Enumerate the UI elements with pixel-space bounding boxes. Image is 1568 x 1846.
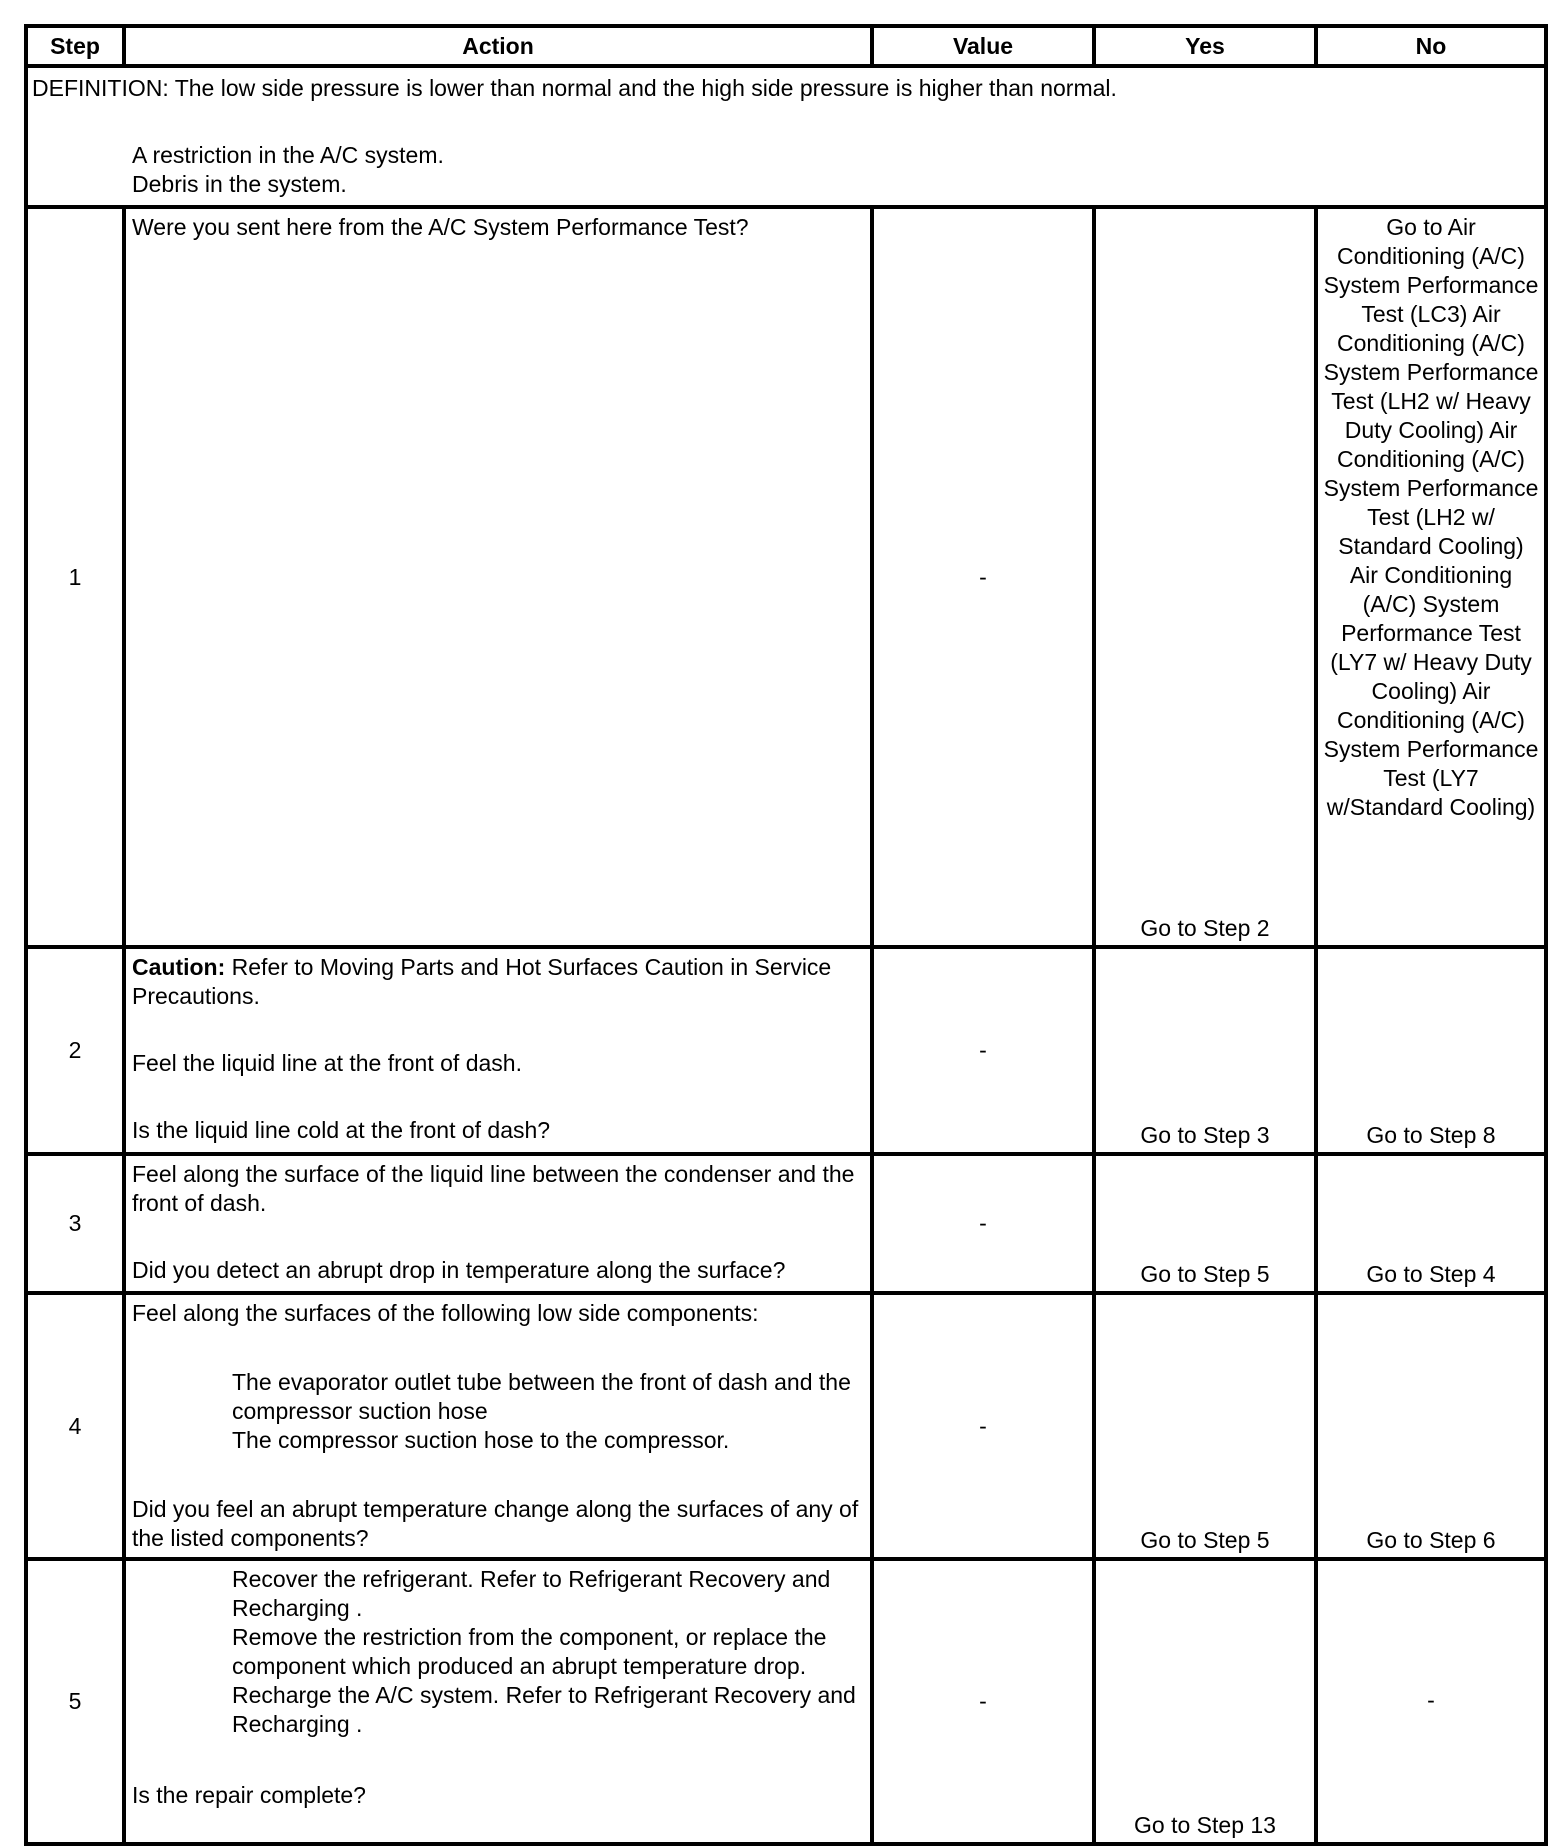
- step-number: 4: [26, 1293, 124, 1559]
- yes-cell: Go to Step 3: [1094, 947, 1316, 1154]
- repair-item: Recharge the A/C system. Refer to Refrigerant Recovery and Recharging .: [232, 1682, 856, 1737]
- definition-cause-2: Debris in the system.: [132, 171, 347, 197]
- header-value: Value: [872, 26, 1094, 66]
- yes-cell: Go to Step 5: [1094, 1154, 1316, 1293]
- action-instruction: Feel along the surfaces of the following low side components:: [132, 1300, 759, 1326]
- step-number: 2: [26, 947, 124, 1154]
- action-cell: [124, 1293, 872, 1559]
- header-no: No: [1316, 26, 1546, 66]
- action-question: Did you detect an abrupt drop in temperature along the surface?: [132, 1257, 786, 1283]
- value-cell: -: [872, 1293, 1094, 1559]
- yes-cell: Go to Step 5: [1094, 1293, 1316, 1559]
- table-row: [26, 1559, 1546, 1844]
- action-question: Is the repair complete?: [132, 1782, 366, 1808]
- no-cell: Go to Step 8: [1316, 947, 1546, 1154]
- action-instruction: Feel along the surface of the liquid line between the condenser and the front of dash.: [132, 1161, 855, 1216]
- table-row: [26, 207, 1546, 947]
- definition-row: [26, 66, 1546, 207]
- value-cell: -: [872, 1154, 1094, 1293]
- step-number: 5: [26, 1559, 124, 1844]
- table-row: [26, 1154, 1546, 1293]
- no-cell: Go to Air Conditioning (A/C) System Performance Test (LC3) Air Conditioning (A/C) System Performance Test (LH2 w/ Heavy Duty Cooling) Air Conditioning (A/C) System Performance Test (LH2 w/ Standard Cooling) Air Conditioning (A/C) System Performance Test (LY7 w/ Heavy Duty Cooling) Air Conditioning (A/C) System Performance Test (LY7 w/Standard Cooling): [1316, 207, 1546, 947]
- table-row: [26, 947, 1546, 1154]
- repair-item: Remove the restriction from the component, or replace the component which produced an abrupt temperature drop.: [232, 1624, 827, 1679]
- diagnostic-table: [24, 24, 1548, 1846]
- step-number: 3: [26, 1154, 124, 1293]
- diagnostic-table-page: [24, 24, 1548, 1846]
- value-cell: -: [872, 947, 1094, 1154]
- component-item: The compressor suction hose to the compressor.: [232, 1427, 730, 1453]
- action-question: Were you sent here from the A/C System Performance Test?: [132, 214, 749, 240]
- header-action: Action: [124, 26, 872, 66]
- table-row: [26, 1293, 1546, 1559]
- header-yes: Yes: [1094, 26, 1316, 66]
- action-cell: [124, 947, 872, 1154]
- definition-cell: [26, 66, 1546, 207]
- definition-cause-1: A restriction in the A/C system.: [132, 142, 444, 168]
- action-cell: [124, 207, 872, 947]
- action-question: Is the liquid line cold at the front of dash?: [132, 1117, 551, 1143]
- caution-text: Refer to Moving Parts and Hot Surfaces Caution in Service Precautions.: [132, 954, 832, 1009]
- definition-text: DEFINITION: The low side pressure is lower than normal and the high side pressure is higher than normal.: [32, 75, 1117, 101]
- yes-cell: Go to Step 13: [1094, 1559, 1316, 1844]
- yes-cell: Go to Step 2: [1094, 207, 1316, 947]
- no-cell: -: [1316, 1559, 1546, 1844]
- no-cell: Go to Step 6: [1316, 1293, 1546, 1559]
- header-step: Step: [26, 26, 124, 66]
- component-item: The evaporator outlet tube between the front of dash and the compressor suction hose: [232, 1369, 851, 1424]
- value-cell: -: [872, 1559, 1094, 1844]
- no-cell: Go to Step 4: [1316, 1154, 1546, 1293]
- value-cell: -: [872, 207, 1094, 947]
- step-number: 1: [26, 207, 124, 947]
- caution-label: Caution:: [132, 954, 226, 980]
- action-question: Did you feel an abrupt temperature change along the surfaces of any of the listed components?: [132, 1496, 859, 1551]
- action-cell: [124, 1154, 872, 1293]
- repair-item: Recover the refrigerant. Refer to Refrigerant Recovery and Recharging .: [232, 1566, 831, 1621]
- action-instruction: Feel the liquid line at the front of dash.: [132, 1050, 522, 1076]
- action-cell: [124, 1559, 872, 1844]
- header-row: [26, 26, 1546, 66]
- caution-note: [132, 953, 864, 1011]
